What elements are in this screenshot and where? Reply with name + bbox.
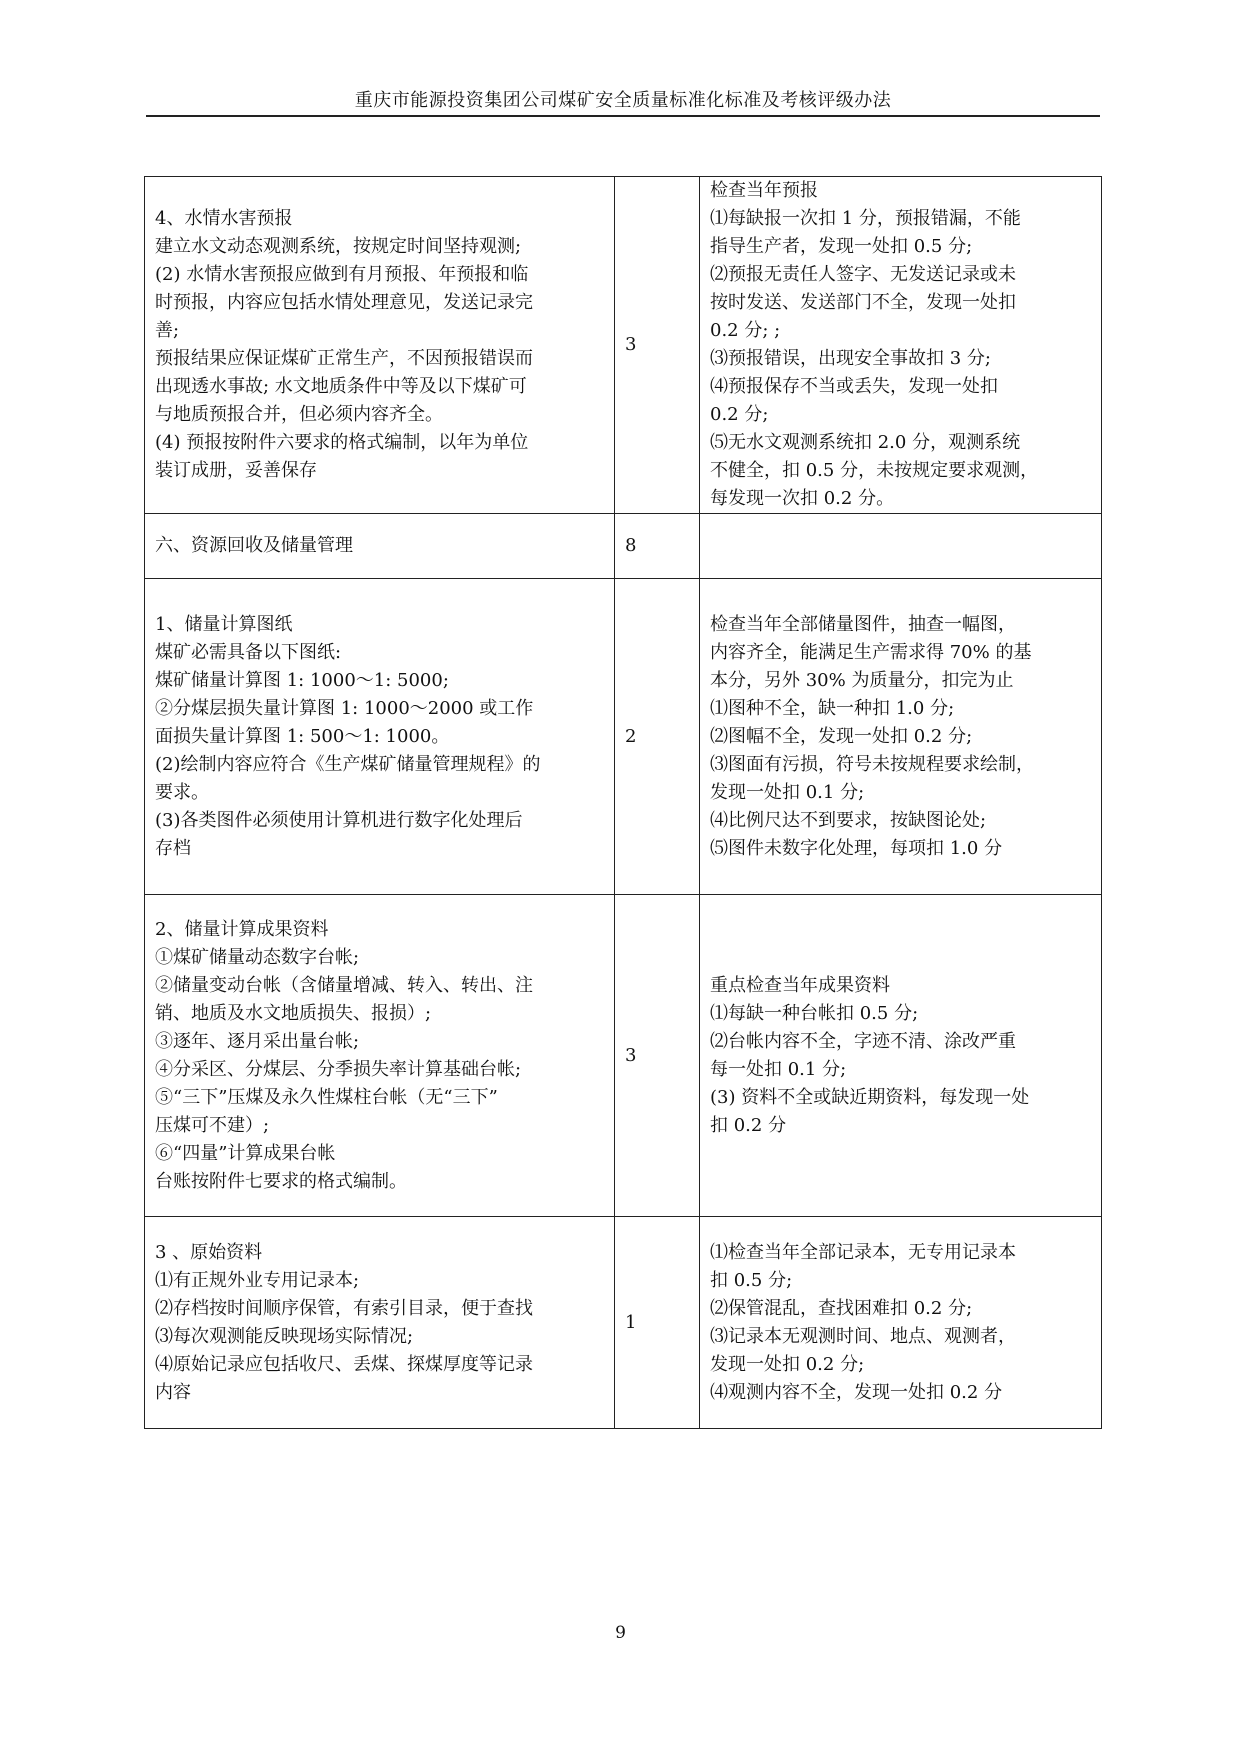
text-line: 发现一处扣 0.1 分; bbox=[710, 781, 865, 803]
text-line: 0.2 分; ; bbox=[710, 320, 781, 341]
text-line: ⑶每次观测能反映现场实际情况; bbox=[155, 1325, 414, 1347]
text-line: ⑴图种不全，缺一种扣 1.0 分; bbox=[710, 697, 955, 719]
check-method-cell bbox=[700, 1217, 1102, 1429]
text-line: ⑴有正规外业专用记录本; bbox=[155, 1269, 360, 1291]
standards-table bbox=[144, 176, 1102, 1429]
text-line: 0.2 分; bbox=[710, 404, 769, 425]
text-line: 建立水文动态观测系统，按规定时间坚持观测; bbox=[155, 236, 522, 257]
text-line: ③逐年、逐月采出量台帐; bbox=[155, 1030, 360, 1052]
text-line: 台账按附件七要求的格式编制。 bbox=[155, 1170, 407, 1192]
text-line: ⑶记录本无观测时间、地点、观测者， bbox=[710, 1325, 1016, 1347]
text-line: 检查当年全部储量图件，抽查一幅图， bbox=[710, 613, 1016, 635]
text-line: 不健全，扣 0.5 分，未按规定要求观测， bbox=[710, 460, 1039, 481]
text-line: ⑵台帐内容不全，字迹不清、涂改严重 bbox=[710, 1030, 1016, 1052]
text-line: ⑶图面有污损，符号未按规程要求绘制， bbox=[710, 753, 1034, 775]
requirement-cell bbox=[145, 177, 615, 514]
text-line: 每一处扣 0.1 分; bbox=[710, 1058, 847, 1080]
text-line: 1、储量计算图纸 bbox=[155, 613, 293, 635]
text-line: 内容 bbox=[155, 1381, 191, 1403]
text-line: 出现透水事故; 水文地质条件中等及以下煤矿可 bbox=[155, 376, 527, 397]
text-line: 时预报，内容应包括水情处理意见，发送记录完 bbox=[155, 292, 533, 313]
requirement-cell bbox=[145, 895, 615, 1217]
text-line: (3)各类图件必须使用计算机进行数字化处理后 bbox=[155, 809, 523, 831]
text-line: ①煤矿储量动态数字台帐; bbox=[155, 946, 360, 968]
page-number: 9 bbox=[615, 1623, 626, 1643]
text-line: ②分煤层损失量计算图 1: 1000～2000 或工作 bbox=[155, 697, 534, 719]
score-cell: 8 bbox=[615, 514, 700, 579]
text-line: (3) 资料不全或缺近期资料，每发现一处 bbox=[710, 1086, 1030, 1108]
text-line: ⑤“三下”压煤及永久性煤柱台帐（无“三下” bbox=[155, 1086, 498, 1108]
text-line: 本分，另外 30% 为质量分，扣完为止 bbox=[710, 669, 1014, 691]
text-line: ⑴检查当年全部记录本，无专用记录本 bbox=[710, 1241, 1016, 1263]
text-line: ⑥“四量”计算成果台帐 bbox=[155, 1142, 336, 1164]
text-line: 销、地质及水文地质损失、报损）; bbox=[155, 1002, 432, 1024]
text-line: 煤矿储量计算图 1: 1000～1: 5000; bbox=[155, 669, 449, 691]
text-line: 扣 0.5 分; bbox=[710, 1269, 793, 1291]
text-line: 面损失量计算图 1: 500～1: 1000。 bbox=[155, 725, 450, 747]
table-row bbox=[145, 1217, 1102, 1429]
text-line: ⑶预报错误，出现安全事故扣 3 分; bbox=[710, 348, 991, 369]
text-line: 六、资源回收及储量管理 bbox=[155, 535, 353, 556]
text-line: 发现一处扣 0.2 分; bbox=[710, 1353, 865, 1375]
text-line: ⑸图件未数字化处理，每项扣 1.0 分 bbox=[710, 837, 1003, 859]
text-line: ⑵保管混乱，查找困难扣 0.2 分; bbox=[710, 1297, 973, 1319]
text-line: ④分采区、分煤层、分季损失率计算基础台帐; bbox=[155, 1058, 522, 1080]
check-method-cell bbox=[700, 895, 1102, 1217]
text-line: 预报结果应保证煤矿正常生产，不因预报错误而 bbox=[155, 348, 533, 369]
requirement-cell bbox=[145, 1217, 615, 1429]
text-line: ⑵存档按时间顺序保管，有索引目录，便于查找 bbox=[155, 1297, 533, 1319]
text-line: ⑸无水文观测系统扣 2.0 分，观测系统 bbox=[710, 432, 1021, 453]
text-line: 要求。 bbox=[155, 781, 209, 803]
text-line: 检查当年预报 bbox=[710, 180, 818, 201]
text-line: 3 、原始资料 bbox=[155, 1241, 263, 1263]
standards-table-body bbox=[145, 177, 1102, 1429]
text-line: 煤矿必需具备以下图纸: bbox=[155, 641, 342, 663]
text-line: 4、水情水害预报 bbox=[155, 208, 293, 229]
score-cell: 3 bbox=[615, 177, 700, 514]
text-line: 与地质预报合并，但必须内容齐全。 bbox=[155, 404, 443, 425]
text-line: ⑵图幅不全，发现一处扣 0.2 分; bbox=[710, 725, 973, 747]
text-line: (2) 水情水害预报应做到有月预报、年预报和临 bbox=[155, 264, 529, 285]
table-row bbox=[145, 514, 1102, 579]
score-cell: 1 bbox=[615, 1217, 700, 1429]
text-line: ⑷观测内容不全，发现一处扣 0.2 分 bbox=[710, 1381, 1003, 1403]
text-line: (4) 预报按附件六要求的格式编制，以年为单位 bbox=[155, 432, 529, 453]
text-line: ⑴每缺报一次扣 1 分，预报错漏，不能 bbox=[710, 208, 1021, 229]
text-line: ⑷比例尺达不到要求，按缺图论处; bbox=[710, 809, 987, 831]
text-line: 2、储量计算成果资料 bbox=[155, 918, 329, 940]
text-line: 按时发送、发送部门不全，发现一处扣 bbox=[710, 292, 1016, 313]
text-line: ⑴每缺一种台帐扣 0.5 分; bbox=[710, 1002, 919, 1024]
check-method-cell bbox=[700, 579, 1102, 895]
score-cell: 3 bbox=[615, 895, 700, 1217]
text-line: 善; bbox=[155, 320, 180, 341]
text-line: ②储量变动台帐（含储量增减、转入、转出、注 bbox=[155, 974, 533, 996]
text-line: 重点检查当年成果资料 bbox=[710, 974, 890, 996]
text-line: (2)绘制内容应符合《生产煤矿储量管理规程》的 bbox=[155, 753, 541, 775]
text-line: ⑵预报无责任人签字、无发送记录或未 bbox=[710, 264, 1016, 285]
text-line: ⑷预报保存不当或丢失，发现一处扣 bbox=[710, 376, 998, 397]
page-header-title: 重庆市能源投资集团公司煤矿安全质量标准化标准及考核评级办法 bbox=[354, 90, 892, 111]
header-rule bbox=[146, 115, 1100, 117]
table-row bbox=[145, 177, 1102, 514]
text-line: ⑷原始记录应包括收尺、丢煤、探煤厚度等记录 bbox=[155, 1353, 533, 1375]
check-method-cell bbox=[700, 177, 1102, 514]
text-line: 压煤可不建）; bbox=[155, 1114, 270, 1136]
requirement-cell bbox=[145, 579, 615, 895]
text-line: 装订成册，妥善保存 bbox=[155, 460, 317, 481]
table-row bbox=[145, 579, 1102, 895]
text-line: 存档 bbox=[155, 837, 191, 859]
table-row bbox=[145, 895, 1102, 1217]
score-cell: 2 bbox=[615, 579, 700, 895]
check-method-cell bbox=[700, 514, 1102, 579]
text-line: 内容齐全，能满足生产需求得 70% 的基 bbox=[710, 641, 1032, 663]
requirement-cell bbox=[145, 514, 615, 579]
text-line: 扣 0.2 分 bbox=[710, 1114, 787, 1136]
text-line: 每发现一次扣 0.2 分。 bbox=[710, 488, 895, 509]
text-line: 指导生产者，发现一处扣 0.5 分; bbox=[710, 236, 973, 257]
